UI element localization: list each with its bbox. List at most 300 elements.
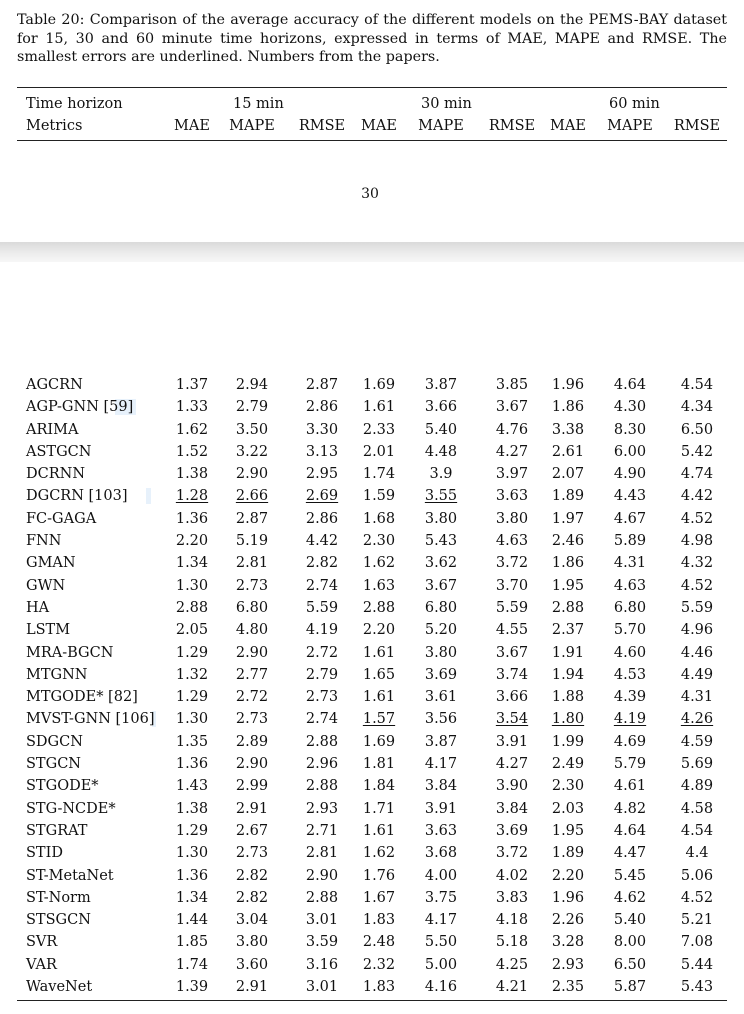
value-cell: 3.16: [305, 956, 339, 973]
value-cell: 5.40: [424, 421, 458, 438]
value-cell: 6.80: [235, 599, 269, 616]
value-cell: 1.69: [362, 377, 396, 393]
value-cell: 2.90: [305, 867, 339, 884]
table-row: [0, 619, 744, 641]
value-cell: 3.66: [495, 689, 529, 706]
value-cell: 4.64: [613, 377, 647, 393]
value-cell: 1.30: [175, 577, 209, 594]
value-cell: 3.61: [424, 689, 458, 706]
value-cell: 5.89: [613, 533, 647, 550]
model-name: FNN: [26, 533, 62, 550]
table-row: [0, 731, 744, 753]
value-cell: 3.84: [495, 800, 529, 817]
table-row: [0, 753, 744, 775]
value-cell: 4.02: [495, 867, 529, 884]
value-cell: 2.88: [175, 599, 209, 616]
value-cell: 3.38: [551, 421, 585, 438]
model-name: ASTGCN: [26, 443, 92, 460]
value-cell: 1.84: [362, 778, 396, 795]
model-name: STGRAT: [26, 822, 88, 839]
value-cell: 1.35: [175, 733, 209, 750]
value-cell: 2.72: [305, 644, 339, 661]
value-cell: 2.81: [235, 555, 269, 572]
value-cell: 4.43: [613, 488, 647, 505]
value-cell: 4.54: [680, 822, 714, 839]
value-cell: 1.62: [175, 421, 209, 438]
value-cell: 2.61: [551, 443, 585, 460]
value-cell: 3.55: [424, 488, 458, 505]
value-cell: 3.91: [495, 733, 529, 750]
value-cell: 1.30: [175, 711, 209, 728]
value-cell: 1.81: [362, 756, 396, 773]
value-cell: 4.53: [613, 666, 647, 683]
value-cell: 1.34: [175, 889, 209, 906]
value-cell: 2.74: [305, 577, 339, 594]
value-cell: 4.17: [424, 756, 458, 773]
value-cell: 2.49: [551, 756, 585, 773]
table-row: [0, 775, 744, 797]
value-cell: 2.94: [235, 377, 269, 393]
value-cell: 2.20: [175, 533, 209, 550]
value-cell: 3.67: [424, 577, 458, 594]
value-cell: 4.98: [680, 533, 714, 550]
value-cell: 2.32: [362, 956, 396, 973]
value-cell: 1.80: [551, 711, 585, 728]
value-cell: 3.80: [235, 934, 269, 951]
value-cell: 4.52: [680, 889, 714, 906]
model-name: MVST-GNN [106]: [26, 711, 155, 728]
value-cell: 2.79: [305, 666, 339, 683]
value-cell: 5.59: [305, 599, 339, 616]
value-cell: 4.52: [680, 510, 714, 527]
value-cell: 3.63: [424, 822, 458, 839]
value-cell: 4.21: [495, 979, 529, 996]
table-body: [0, 374, 744, 998]
value-cell: 3.13: [305, 443, 339, 460]
metric-header: MAE: [550, 118, 586, 134]
value-cell: 4.48: [424, 443, 458, 460]
value-cell: 7.08: [680, 934, 714, 951]
value-cell: 3.87: [424, 733, 458, 750]
value-cell: 3.74: [495, 666, 529, 683]
value-cell: 4.58: [680, 800, 714, 817]
value-cell: 4.60: [613, 644, 647, 661]
model-name: MRA-BGCN: [26, 644, 114, 661]
value-cell: 1.33: [175, 399, 209, 416]
value-cell: 2.90: [235, 756, 269, 773]
table-row: [0, 954, 744, 976]
value-cell: 1.88: [551, 689, 585, 706]
value-cell: 1.29: [175, 644, 209, 661]
model-name: STGODE*: [26, 778, 99, 795]
value-cell: 1.83: [362, 979, 396, 996]
value-cell: 3.59: [305, 934, 339, 951]
value-cell: 1.57: [362, 711, 396, 728]
value-cell: 3.50: [235, 421, 269, 438]
value-cell: 5.18: [495, 934, 529, 951]
value-cell: 1.85: [175, 934, 209, 951]
value-cell: 2.46: [551, 533, 585, 550]
value-cell: 2.90: [235, 644, 269, 661]
metric-header: MAE: [174, 118, 210, 134]
value-cell: 2.88: [305, 778, 339, 795]
value-cell: 1.76: [362, 867, 396, 884]
table-row: [0, 419, 744, 441]
metric-header: RMSE: [673, 118, 721, 134]
value-cell: 2.93: [305, 800, 339, 817]
value-cell: 3.83: [495, 889, 529, 906]
model-name: SDGCN: [26, 733, 83, 750]
value-cell: 5.40: [613, 912, 647, 929]
value-cell: 6.50: [613, 956, 647, 973]
model-name: GMAN: [26, 555, 76, 572]
value-cell: 1.61: [362, 399, 396, 416]
value-cell: 2.79: [235, 399, 269, 416]
table-row: [0, 508, 744, 530]
model-name: FC-GAGA: [26, 510, 97, 527]
value-cell: 4.69: [613, 733, 647, 750]
value-cell: 1.63: [362, 577, 396, 594]
metrics-label: Metrics: [26, 118, 83, 134]
value-cell: 4.31: [680, 689, 714, 706]
value-cell: 1.36: [175, 867, 209, 884]
value-cell: 1.52: [175, 443, 209, 460]
value-cell: 3.30: [305, 421, 339, 438]
model-name: AGCRN: [26, 377, 83, 393]
value-cell: 2.99: [235, 778, 269, 795]
value-cell: 3.97: [495, 466, 529, 483]
metric-header: RMSE: [488, 118, 536, 134]
value-cell: 1.89: [551, 488, 585, 505]
value-cell: 2.82: [235, 889, 269, 906]
value-cell: 2.03: [551, 800, 585, 817]
metric-header: RMSE: [298, 118, 346, 134]
top-rule: [17, 87, 727, 88]
value-cell: 1.74: [175, 956, 209, 973]
model-name: HA: [26, 599, 50, 616]
value-cell: 1.67: [362, 889, 396, 906]
value-cell: 2.88: [305, 733, 339, 750]
table-row: [0, 530, 744, 552]
table-row: [0, 909, 744, 931]
value-cell: 2.05: [175, 622, 209, 639]
value-cell: 6.80: [613, 599, 647, 616]
value-cell: 2.88: [362, 599, 396, 616]
value-cell: 1.38: [175, 466, 209, 483]
value-cell: 2.91: [235, 800, 269, 817]
value-cell: 2.91: [235, 979, 269, 996]
model-name: STG-NCDE*: [26, 800, 116, 817]
value-cell: 4.39: [613, 689, 647, 706]
value-cell: 4.46: [680, 644, 714, 661]
value-cell: 2.72: [235, 689, 269, 706]
value-cell: 1.44: [175, 912, 209, 929]
value-cell: 1.96: [551, 377, 585, 393]
value-cell: 6.00: [613, 443, 647, 460]
value-cell: 1.30: [175, 845, 209, 862]
value-cell: 3.84: [424, 778, 458, 795]
value-cell: 5.42: [680, 443, 714, 460]
value-cell: 2.90: [235, 466, 269, 483]
value-cell: 2.30: [551, 778, 585, 795]
value-cell: 1.36: [175, 510, 209, 527]
value-cell: 2.81: [305, 845, 339, 862]
table-caption: Table 20: Comparison of the average accuracy of the different models on the PEMS-BAY dataset for 15, 30 and 60 minute time horizons, expressed in terms of MAE, MAPE and RMSE. The smallest errors are underlined. Numbers from the papers.: [17, 12, 727, 65]
value-cell: 3.90: [495, 778, 529, 795]
value-cell: 1.99: [551, 733, 585, 750]
value-cell: 2.86: [305, 399, 339, 416]
value-cell: 4.63: [613, 577, 647, 594]
value-cell: 2.37: [551, 622, 585, 639]
value-cell: 4.80: [235, 622, 269, 639]
value-cell: 8.30: [613, 421, 647, 438]
value-cell: 1.34: [175, 555, 209, 572]
value-cell: 4.27: [495, 756, 529, 773]
value-cell: 3.9: [429, 466, 453, 483]
value-cell: 1.62: [362, 555, 396, 572]
value-cell: 1.62: [362, 845, 396, 862]
value-cell: 3.54: [495, 711, 529, 728]
value-cell: 4.74: [680, 466, 714, 483]
value-cell: 5.79: [613, 756, 647, 773]
value-cell: 1.86: [551, 555, 585, 572]
value-cell: 2.87: [235, 510, 269, 527]
model-name: VAR: [26, 956, 57, 973]
value-cell: 2.66: [235, 488, 269, 505]
time-horizon-label: Time horizon: [26, 96, 123, 112]
value-cell: 6.80: [424, 599, 458, 616]
model-name: STGCN: [26, 756, 81, 773]
value-cell: 4.4: [685, 845, 709, 862]
value-cell: 1.36: [175, 756, 209, 773]
value-cell: 1.95: [551, 822, 585, 839]
page-break-gap: [0, 242, 744, 262]
value-cell: 4.47: [613, 845, 647, 862]
value-cell: 1.28: [175, 488, 209, 505]
value-cell: 2.95: [305, 466, 339, 483]
table-row: [0, 374, 744, 396]
value-cell: 5.87: [613, 979, 647, 996]
value-cell: 5.43: [680, 979, 714, 996]
model-name: AGP-GNN [59]: [26, 399, 134, 416]
value-cell: 1.59: [362, 488, 396, 505]
value-cell: 5.59: [680, 599, 714, 616]
table-row: [0, 441, 744, 463]
value-cell: 3.68: [424, 845, 458, 862]
model-name: DCRNN: [26, 466, 86, 483]
value-cell: 4.61: [613, 778, 647, 795]
value-cell: 1.38: [175, 800, 209, 817]
value-cell: 3.01: [305, 979, 339, 996]
bottom-rule: [17, 1000, 727, 1001]
value-cell: 1.74: [362, 466, 396, 483]
value-cell: 1.39: [175, 979, 209, 996]
value-cell: 2.67: [235, 822, 269, 839]
table-row: [0, 642, 744, 664]
value-cell: 1.97: [551, 510, 585, 527]
value-cell: 1.65: [362, 666, 396, 683]
value-cell: 4.55: [495, 622, 529, 639]
metric-header: MAPE: [229, 118, 275, 134]
value-cell: 5.21: [680, 912, 714, 929]
metric-header: MAPE: [607, 118, 653, 134]
value-cell: 4.59: [680, 733, 714, 750]
metric-header: MAE: [361, 118, 397, 134]
table-row: [0, 976, 744, 998]
value-cell: 4.34: [680, 399, 714, 416]
value-cell: 1.94: [551, 666, 585, 683]
value-cell: 2.73: [235, 711, 269, 728]
value-cell: 1.43: [175, 778, 209, 795]
model-name: GWN: [26, 577, 66, 594]
value-cell: 1.61: [362, 822, 396, 839]
value-cell: 4.42: [305, 533, 339, 550]
value-cell: 3.69: [495, 822, 529, 839]
value-cell: 2.88: [551, 599, 585, 616]
value-cell: 2.96: [305, 756, 339, 773]
value-cell: 3.87: [424, 377, 458, 393]
value-cell: 3.66: [424, 399, 458, 416]
value-cell: 2.89: [235, 733, 269, 750]
value-cell: 1.96: [551, 889, 585, 906]
table-row: [0, 485, 744, 507]
value-cell: 1.68: [362, 510, 396, 527]
value-cell: 4.49: [680, 666, 714, 683]
highlight-mark: [146, 488, 151, 504]
value-cell: 3.67: [495, 399, 529, 416]
value-cell: 3.28: [551, 934, 585, 951]
value-cell: 5.44: [680, 956, 714, 973]
value-cell: 3.69: [424, 666, 458, 683]
value-cell: 4.67: [613, 510, 647, 527]
value-cell: 4.30: [613, 399, 647, 416]
value-cell: 2.93: [551, 956, 585, 973]
table-row: [0, 865, 744, 887]
value-cell: 5.06: [680, 867, 714, 884]
horizon-30-header: 30 min: [421, 96, 472, 112]
value-cell: 5.43: [424, 533, 458, 550]
value-cell: 4.19: [305, 622, 339, 639]
table-row: [0, 820, 744, 842]
value-cell: 3.63: [495, 488, 529, 505]
value-cell: 2.82: [305, 555, 339, 572]
value-cell: 3.60: [235, 956, 269, 973]
table-row: [0, 664, 744, 686]
value-cell: 2.73: [235, 845, 269, 862]
value-cell: 1.29: [175, 822, 209, 839]
value-cell: 1.86: [551, 399, 585, 416]
value-cell: 2.88: [305, 889, 339, 906]
value-cell: 4.90: [613, 466, 647, 483]
metric-header: MAPE: [418, 118, 464, 134]
table-row: [0, 575, 744, 597]
value-cell: 3.22: [235, 443, 269, 460]
table-row: [0, 552, 744, 574]
value-cell: 4.16: [424, 979, 458, 996]
value-cell: 5.45: [613, 867, 647, 884]
value-cell: 4.00: [424, 867, 458, 884]
value-cell: 4.63: [495, 533, 529, 550]
value-cell: 3.75: [424, 889, 458, 906]
value-cell: 5.59: [495, 599, 529, 616]
value-cell: 2.74: [305, 711, 339, 728]
value-cell: 2.35: [551, 979, 585, 996]
value-cell: 3.67: [495, 644, 529, 661]
value-cell: 4.26: [680, 711, 714, 728]
value-cell: 4.42: [680, 488, 714, 505]
value-cell: 4.64: [613, 822, 647, 839]
value-cell: 5.19: [235, 533, 269, 550]
value-cell: 5.50: [424, 934, 458, 951]
value-cell: 2.82: [235, 867, 269, 884]
value-cell: 1.61: [362, 644, 396, 661]
value-cell: 4.32: [680, 555, 714, 572]
value-cell: 3.85: [495, 377, 529, 393]
value-cell: 1.95: [551, 577, 585, 594]
value-cell: 4.17: [424, 912, 458, 929]
value-cell: 5.20: [424, 622, 458, 639]
value-cell: 2.87: [305, 377, 339, 393]
value-cell: 2.33: [362, 421, 396, 438]
value-cell: 4.96: [680, 622, 714, 639]
value-cell: 2.07: [551, 466, 585, 483]
value-cell: 2.86: [305, 510, 339, 527]
value-cell: 3.80: [424, 510, 458, 527]
model-name: ARIMA: [26, 421, 79, 438]
value-cell: 1.37: [175, 377, 209, 393]
value-cell: 3.72: [495, 555, 529, 572]
value-cell: 1.83: [362, 912, 396, 929]
value-cell: 4.31: [613, 555, 647, 572]
model-name: MTGNN: [26, 666, 88, 683]
value-cell: 3.62: [424, 555, 458, 572]
model-name: ST-MetaNet: [26, 867, 114, 884]
value-cell: 4.18: [495, 912, 529, 929]
model-name: MTGODE* [82]: [26, 689, 138, 706]
value-cell: 3.56: [424, 711, 458, 728]
value-cell: 1.71: [362, 800, 396, 817]
value-cell: 2.26: [551, 912, 585, 929]
value-cell: 4.52: [680, 577, 714, 594]
model-name: SVR: [26, 934, 58, 951]
value-cell: 1.29: [175, 689, 209, 706]
value-cell: 1.69: [362, 733, 396, 750]
value-cell: 2.77: [235, 666, 269, 683]
value-cell: 4.25: [495, 956, 529, 973]
model-name: DGCRN [103]: [26, 488, 128, 505]
value-cell: 1.32: [175, 666, 209, 683]
value-cell: 3.70: [495, 577, 529, 594]
model-name: STSGCN: [26, 912, 91, 929]
table-row: [0, 686, 744, 708]
table-row: [0, 463, 744, 485]
value-cell: 3.91: [424, 800, 458, 817]
value-cell: 2.20: [551, 867, 585, 884]
value-cell: 4.62: [613, 889, 647, 906]
value-cell: 2.01: [362, 443, 396, 460]
value-cell: 4.82: [613, 800, 647, 817]
value-cell: 3.04: [235, 912, 269, 929]
value-cell: 2.73: [235, 577, 269, 594]
value-cell: 4.27: [495, 443, 529, 460]
value-cell: 6.50: [680, 421, 714, 438]
table-row: [0, 842, 744, 864]
value-cell: 3.80: [495, 510, 529, 527]
table-row: [0, 396, 744, 418]
value-cell: 5.70: [613, 622, 647, 639]
horizon-60-header: 60 min: [609, 96, 660, 112]
value-cell: 2.69: [305, 488, 339, 505]
